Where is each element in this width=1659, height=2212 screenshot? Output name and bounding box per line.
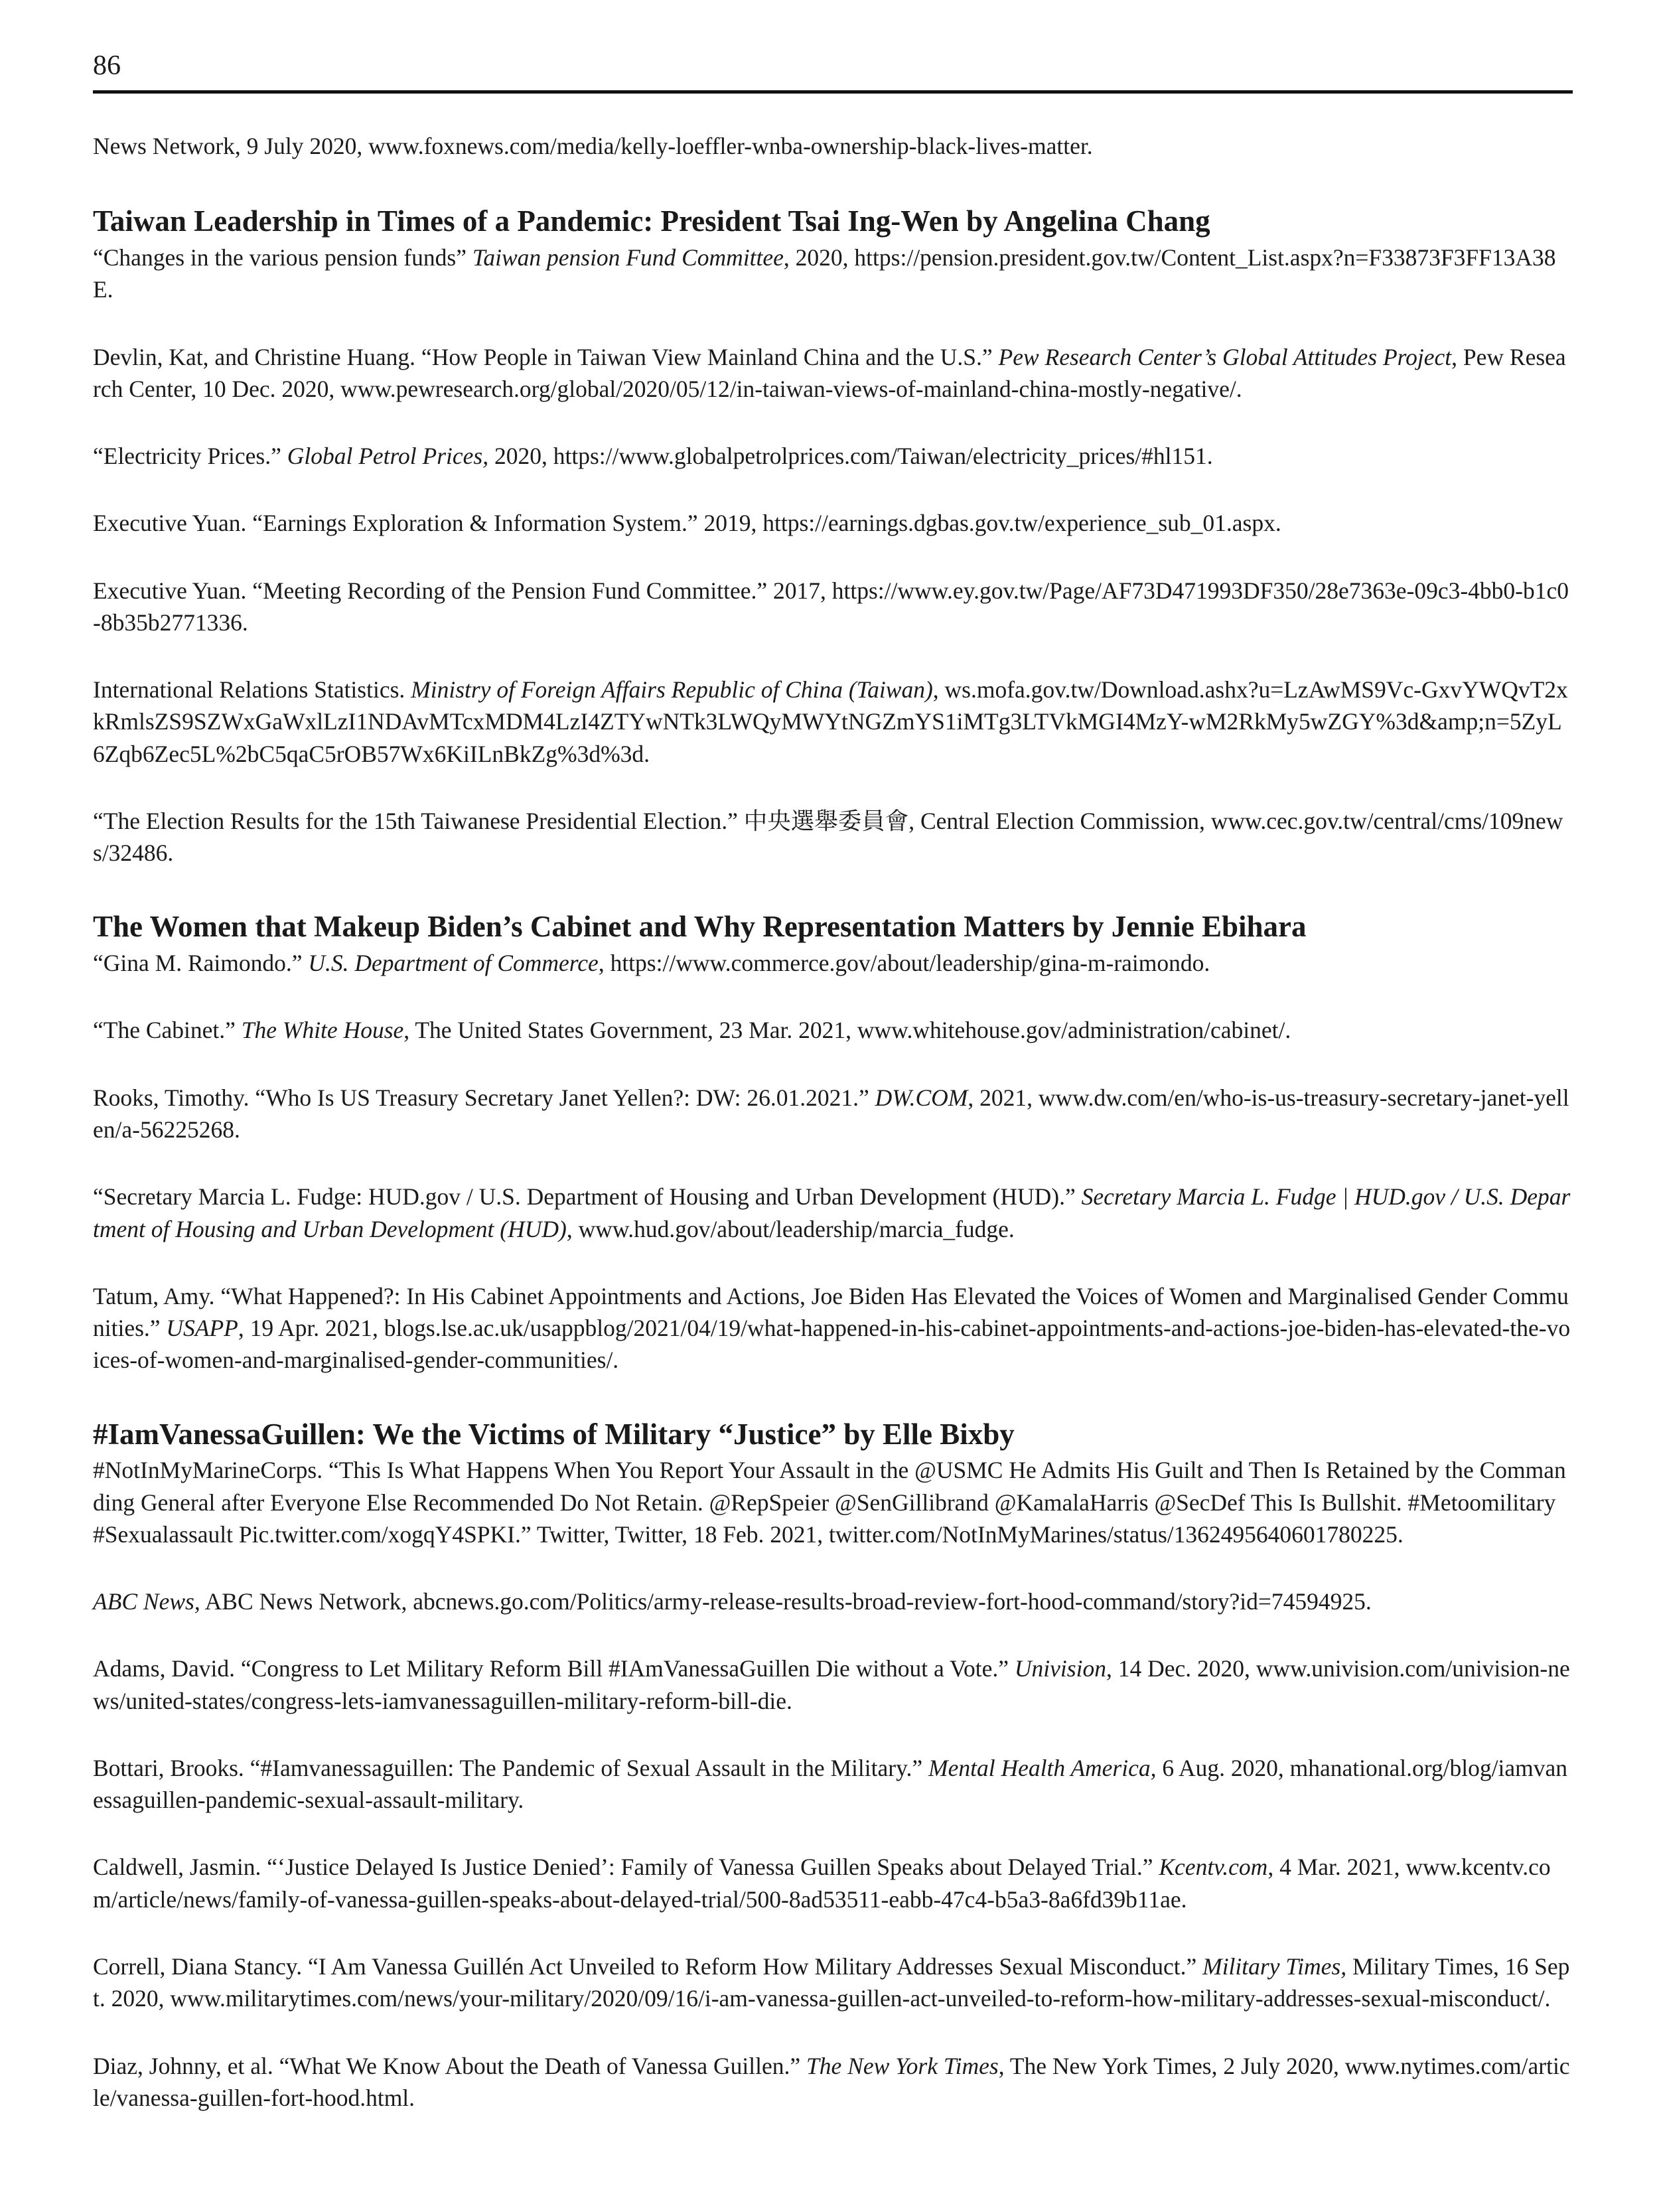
- citation-text: “Gina M. Raimondo.”: [93, 950, 309, 977]
- citation-text: , 2021, www.dw.com/en/who-is-us-treasury-secretary-janet-yellen/a-56225268.: [93, 1084, 1569, 1143]
- bibliography-section: [93, 204, 1573, 869]
- citation-entry: [93, 1851, 1573, 1915]
- bibliography: [93, 130, 1573, 2155]
- citation-text: , https://www.commerce.gov/about/leadership/gina-m-raimondo.: [598, 950, 1210, 977]
- citation-text: , Pew Research Center, 10 Dec. 2020, www.pewresearch.org/global/2020/05/12/in-taiwan-views-of-mainland-china-mostly-negative/.: [93, 343, 1566, 402]
- section-heading: Taiwan Leadership in Times of a Pandemic: President Tsai Ing-Wen by Angelina Chang: [93, 204, 1210, 238]
- citation-text: 6 Aug. 2020, mhanational.org/blog/iamvanessaguillen-pandemic-sexual-assault-military.: [93, 1754, 1567, 1814]
- citation-entry: [93, 341, 1573, 406]
- citation-text: Correll, Diana Stancy. “I Am Vanessa Guillén Act Unveiled to Reform How Military Addresses Sexual Misconduct.”: [93, 1953, 1203, 1980]
- citation-source-title: Pew Research Center’s Global Attitudes Project: [998, 343, 1452, 370]
- citation-text: “The Cabinet.”: [93, 1017, 242, 1044]
- citation-source-title: Secretary Marcia L. Fudge | HUD.gov / U.S. Department of Housing and Urban Development (HUD): [93, 1183, 1571, 1242]
- citation-entry: News Network, 9 July 2020, www.foxnews.com/media/kelly-loeffler-wnba-ownership-black-lives-matter.: [93, 133, 1093, 159]
- citation-text: International Relations Statistics.: [93, 676, 411, 703]
- citation-text: , 4 Mar. 2021, www.kcentv.com/article/news/family-of-vanessa-guillen-speaks-about-delayed-trial/500-8ad53511-eabb-47c4-b5a3-8a6fd39b11ae.: [93, 1854, 1551, 1913]
- citation-entry: [93, 1280, 1573, 1376]
- citation-text: Caldwell, Jasmin. “‘Justice Delayed Is Justice Denied’: Family of Vanessa Guillen Speaks about Delayed Trial.”: [93, 1854, 1159, 1881]
- citation-entry: [93, 1752, 1573, 1816]
- citation-text: Devlin, Kat, and Christine Huang. “How People in Taiwan View Mainland China and the U.S.”: [93, 343, 999, 370]
- citation-text: , www.hud.gov/about/leadership/marcia_fudge.: [566, 1215, 1015, 1242]
- citation-text: Adams, David. “Congress to Let Military Reform Bill #IAmVanessaGuillen Die without a Vote.”: [93, 1655, 1015, 1682]
- citation-source-title: Univision: [1014, 1655, 1106, 1682]
- section-heading: #IamVanessaGuillen: We the Victims of Military “Justice” by Elle Bixby: [93, 1417, 1015, 1451]
- citation-entry: [93, 242, 1573, 306]
- citation-source-title: U.S. Department of Commerce: [308, 950, 599, 977]
- citation-source-title: Ministry of Foreign Affairs Republic of China (Taiwan): [411, 676, 933, 703]
- citation-entry: [93, 1082, 1573, 1146]
- citation-source-title: Global Petrol Prices,: [287, 443, 489, 470]
- citation-entry: [93, 1181, 1573, 1245]
- citation-text: “Secretary Marcia L. Fudge: HUD.gov / U.S. Department of Housing and Urban Development (HUD).”: [93, 1183, 1082, 1211]
- citation-text: 2020, https://www.globalpetrolprices.com/Taiwan/electricity_prices/#hl151.: [488, 443, 1213, 470]
- citation-entry: [93, 1014, 1573, 1046]
- section-heading: The Women that Makeup Biden’s Cabinet and Why Representation Matters by Jennie Ebihara: [93, 910, 1307, 944]
- citation-text: “The Election Results for the 15th Taiwanese Presidential Election.” 中央選舉委員會, Central Election Commission, www.cec.gov.tw/central/cms/109news/32486.: [93, 807, 1563, 867]
- citation-source-title: USAPP: [166, 1315, 238, 1342]
- citation-source-title: Kcentv.com: [1159, 1854, 1268, 1881]
- header-rule: [93, 90, 1573, 94]
- citation-entry: [93, 1454, 1573, 1550]
- citation-source-title: DW.COM: [875, 1084, 968, 1111]
- citation-text: ABC News Network, abcnews.go.com/Politics/army-release-results-broad-review-fort-hood-command/story?id=74594925.: [200, 1588, 1372, 1615]
- citation-source-title: Taiwan pension Fund Committee: [472, 244, 784, 271]
- citation-entry: [93, 1585, 1573, 1617]
- citation-entry: [93, 440, 1573, 472]
- citation-entry: [93, 2050, 1573, 2114]
- citation-text: Executive Yuan. “Meeting Recording of the Pension Fund Committee.” 2017, https://www.ey.gov.tw/Page/AF73D471993DF350/28e7363e-09c3-4bb0-b1c0-8b35b2771336.: [93, 577, 1569, 636]
- sections-container: [93, 204, 1573, 2114]
- citation-text: Bottari, Brooks. “#Iamvanessaguillen: The Pandemic of Sexual Assault in the Military.”: [93, 1754, 929, 1781]
- citation-entry: [93, 1653, 1573, 1717]
- citation-entry: [93, 507, 1573, 539]
- citation-text: Executive Yuan. “Earnings Exploration & Information System.” 2019, https://earnings.dgbas.gov.tw/experience_sub_01.aspx.: [93, 510, 1281, 537]
- citation-entry: [93, 674, 1573, 770]
- page-number: 86: [93, 50, 121, 81]
- citation-text: , 19 Apr. 2021, blogs.lse.ac.uk/usappblog/2021/04/19/what-happened-in-his-cabinet-appointments-and-actions-joe-biden-has-elevated-the-voices-of-women-and-marginalised-gender-communities/.: [93, 1315, 1571, 1374]
- citation-entry: [93, 805, 1573, 869]
- citation-text: , 14 Dec. 2020, www.univision.com/univision-news/united-states/congress-lets-iamvanessaguillen-military-reform-bill-die.: [93, 1655, 1570, 1714]
- citation-text: , ws.mofa.gov.tw/Download.ashx?u=LzAwMS9Vc-GxvYWQvT2xkRmlsZS9SZWxGaWxlLzI1NDAvMTcxMDM4LzI4ZTYwNTk3LWQyMWYtNGZmYS1iMTg3LTVkMGI4MzY-wM2RkMy5wZGY%3d&amp;n=5ZyL6Zqb6Zec5L%2bC5qaC5rOB57Wx6KiILnBkZg%3d%3d.: [93, 676, 1568, 767]
- citation-entry: [93, 1951, 1573, 2015]
- citation-text: “Electricity Prices.”: [93, 443, 287, 470]
- bibliography-section: [93, 910, 1573, 1376]
- citation-entry: [93, 575, 1573, 639]
- citation-text: , The United States Government, 23 Mar. 2021, www.whitehouse.gov/administration/cabinet/.: [403, 1017, 1291, 1044]
- bibliography-section: [93, 1418, 1573, 2114]
- citation-text: #NotInMyMarineCorps. “This Is What Happens When You Report Your Assault in the @USMC He Admits His Guilt and Then Is Retained by the Commanding General after Everyone Else Recommended Do Not Retain. @RepSpeier @SenGillibrand @KamalaHarris @SecDef This Is Bullshit. #Metoomilitary #Sexualassault Pic.twitter.com/xogqY4SPKI.” Twitter, Twitter, 18 Feb. 2021, twitter.com/NotInMyMarines/status/1362495640601780225.: [93, 1457, 1566, 1548]
- citation-entry: [93, 947, 1573, 979]
- citation-source-title: ABC News,: [93, 1588, 200, 1615]
- citation-text: Diaz, Johnny, et al. “What We Know About the Death of Vanessa Guillen.”: [93, 2052, 807, 2079]
- citation-text: Military Times, 16 Sept. 2020, www.militarytimes.com/news/your-military/2020/09/16/i-am-vanessa-guillen-act-unveiled-to-reform-how-military-addresses-sexual-misconduct/.: [93, 1953, 1570, 2012]
- citation-text: “Changes in the various pension funds”: [93, 244, 472, 271]
- citation-text: , 2020, https://pension.president.gov.tw/Content_List.aspx?n=F33873F3FF13A38E.: [93, 244, 1556, 303]
- citation-source-title: The White House: [241, 1017, 404, 1044]
- citation-source-title: Mental Health America,: [928, 1754, 1157, 1781]
- citation-text: Tatum, Amy. “What Happened?: In His Cabinet Appointments and Actions, Joe Biden Has Elevated the Voices of Women and Marginalised Gender Communities.”: [93, 1282, 1569, 1342]
- citation-source-title: The New York Times: [806, 2052, 999, 2079]
- citation-source-title: Military Times,: [1202, 1953, 1347, 1980]
- citation-text: , The New York Times, 2 July 2020, www.nytimes.com/article/vanessa-guillen-fort-hood.html.: [93, 2052, 1570, 2111]
- citation-text: Rooks, Timothy. “Who Is US Treasury Secretary Janet Yellen?: DW: 26.01.2021.”: [93, 1084, 875, 1111]
